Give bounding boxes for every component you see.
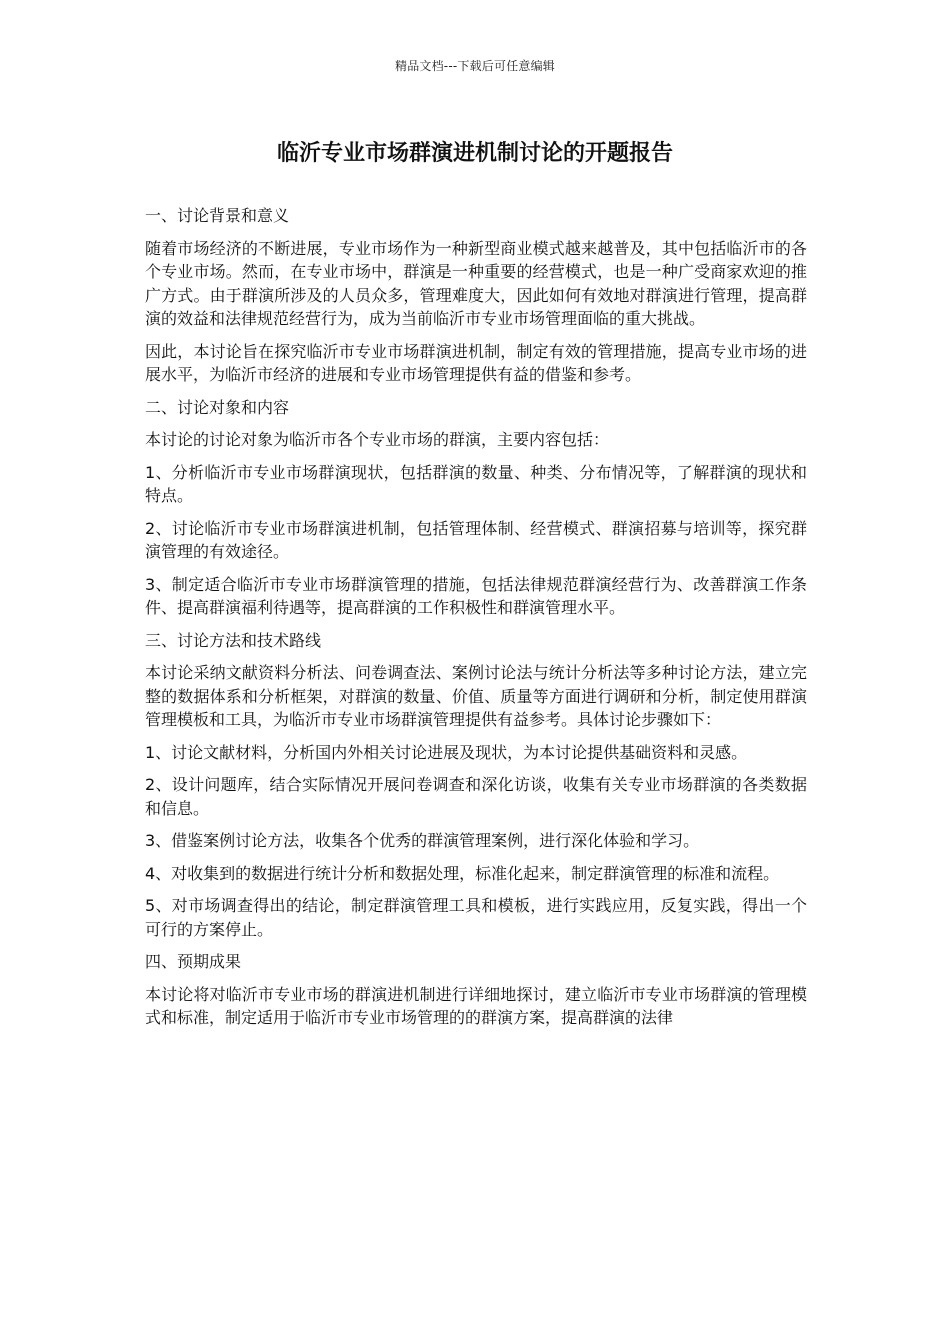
list-item: 3、制定适合临沂市专业市场群演管理的措施，包括法律规范群演经营行为、改善群演工作条件、提高群演福利待遇等，提高群演的工作积极性和群演管理水平。 xyxy=(145,574,807,617)
list-item: 4、对收集到的数据进行统计分析和数据处理，标准化起来，制定群演管理的标准和流程。 xyxy=(145,863,780,883)
section-heading-background: 一、讨论背景和意义 xyxy=(145,206,290,225)
section-heading-outcomes: 四、预期成果 xyxy=(145,952,242,971)
paragraph: 本讨论将对临沂市专业市场的群演进机制进行详细地探讨，建立临沂市专业市场群演的管理模式和标准，制定适用于临沂市专业市场管理的的群演方案，提高群演的法律 xyxy=(145,984,807,1027)
list-item: 1、分析临沂市专业市场群演现状，包括群演的数量、种类、分布情况等，了解群演的现状和特点。 xyxy=(145,462,807,505)
paragraph: 本讨论的讨论对象为临沂市各个专业市场的群演，主要内容包括： xyxy=(145,430,610,449)
section-heading-objects: 二、讨论对象和内容 xyxy=(145,397,290,417)
list-item: 2、讨论临沂市专业市场群演进机制，包括管理体制、经营模式、群演招募与培训等，探究群演管理的有效途径。 xyxy=(145,518,807,561)
list-item: 2、设计问题库，结合实际情况开展问卷调查和深化访谈，收集有关专业市场群演的各类数据和信息。 xyxy=(145,775,807,818)
section-heading-methods: 三、讨论方法和技术路线 xyxy=(145,630,322,650)
paragraph: 随着市场经济的不断进展，专业市场作为一种新型商业模式越来越普及，其中包括临沂市的各个专业市场。然而，在专业市场中，群演是一种重要的经营模式，也是一种广受商家欢迎的推广方式。由于群演所涉及的人员众多，管理难度大，因此如何有效地对群演进行管理，提高群演的效益和法律规范经营行为，成为当前临沂市专业市场管理面临的重大挑战。 xyxy=(145,238,807,328)
paragraph: 因此，本讨论旨在探究临沂市专业市场群演进机制，制定有效的管理措施，提高专业市场的进展水平，为临沂市经济的进展和专业市场管理提供有益的借鉴和参考。 xyxy=(145,341,807,384)
list-item: 1、讨论文献材料，分析国内外相关讨论进展及现状，为本讨论提供基础资料和灵感。 xyxy=(145,742,748,762)
document-body xyxy=(145,204,807,1039)
page-header: 精品文档---下载后可任意编辑 xyxy=(395,59,555,73)
paragraph: 本讨论采纳文献资料分析法、问卷调查法、案例讨论法与统计分析法等多种讨论方法，建立完整的数据体系和分析框架，对群演的数量、价值、质量等方面进行调研和分析，制定使用群演管理模板和工具，为临沂市专业市场群演管理提供有益参考。具体讨论步骤如下： xyxy=(145,663,807,729)
list-item: 5、对市场调查得出的结论，制定群演管理工具和模板，进行实践应用，反复实践，得出一个可行的方案停止。 xyxy=(145,896,807,939)
document-title: 临沂专业市场群演进机制讨论的开题报告 xyxy=(276,141,673,166)
list-item: 3、借鉴案例讨论方法，收集各个优秀的群演管理案例，进行深化体验和学习。 xyxy=(145,831,700,850)
